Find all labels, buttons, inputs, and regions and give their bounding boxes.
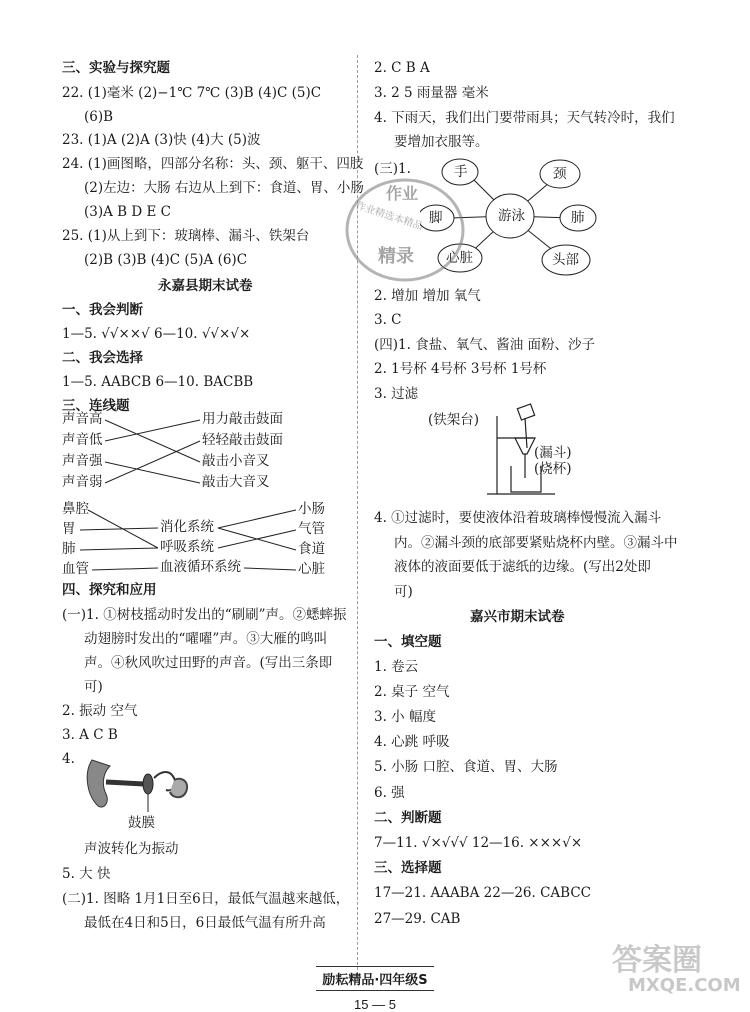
answer-p3: 3. A C B (62, 727, 118, 743)
fill-answer: 6. 强 (374, 785, 405, 801)
map-node-label: 头部 (552, 252, 579, 268)
answer-r3: 3. 2 5 雨量器 毫米 (374, 85, 489, 101)
answer-r6: 2. 增加 增加 氧气 (374, 288, 481, 304)
answer-p6: (二)1. 图略 1月1日至6日，最低气温越来越低， (62, 891, 350, 907)
fill-answer: 1. 卷云 (374, 659, 419, 675)
watermark-url: MXQE.COM (628, 975, 741, 996)
match-line (105, 441, 200, 483)
funnel-label: (漏斗) (534, 445, 572, 461)
answer-p1-3: 声。④秋风吹过田野的声音。(写出三条即 (84, 655, 333, 671)
answer-q22-cont: (6)B (84, 109, 114, 125)
match-line (92, 568, 158, 570)
match-line (80, 528, 158, 530)
section-heading-matching: 三、连线题 (62, 398, 130, 414)
page-footer (290, 966, 460, 1012)
answer-p4: 4. (62, 751, 75, 767)
fill-answer: 2. 桌子 空气 (374, 684, 450, 700)
fill-answer: 3. 小 幅度 (374, 709, 436, 725)
match-left-item: 声音低 (62, 432, 103, 448)
answer-q23: 23. (1)A (2)A (3)快 (4)大 (5)波 (62, 132, 261, 148)
answer-r2: 2. C B A (374, 60, 430, 76)
match-right-item: 敲击小音叉 (202, 453, 270, 469)
map-node-label: 手 (454, 164, 468, 180)
section-heading-choice-jx: 三、选择题 (374, 860, 442, 876)
answer-p6-2: 最低在4日和5日，6日最低气温有所升高 (84, 915, 326, 931)
system-item: 呼吸系统 (160, 539, 214, 555)
answer-p5: 5. 大 快 (62, 866, 111, 882)
answer-q25-2: (2)B (3)B (4)C (5)A (6)C (84, 252, 248, 268)
answer-q25: 25. (1)从上到下：玻璃棒、漏斗、铁架台 (62, 228, 310, 244)
choice-answers-jx-2: 27—29. CAB (374, 911, 461, 927)
organ-right-item: 心脏 (298, 561, 325, 577)
section-heading-apply: 四、探究和应用 (62, 582, 157, 598)
section-heading-judge-jx: 二、判断题 (374, 810, 442, 826)
answer-r8: (四)1. 食盐、氧气、酱油 面粉、沙子 (374, 337, 595, 353)
answer-q24: 24. (1)画图略，四部分名称：头、颈、躯干、四肢 (62, 156, 364, 172)
judge-answers: 1—5. √√××√ 6—10. √√×√× (62, 326, 251, 342)
organ-left-item: 血管 (62, 561, 89, 577)
section-heading-fill: 一、填空题 (374, 634, 442, 650)
answer-r11-2: 内。②漏斗颈的底部要紧贴烧杯内壁。③漏斗中 (394, 535, 678, 551)
answer-r4: 4. 下雨天，我们出门要带雨具；天气转冷时，我们 (374, 110, 675, 126)
stamp-text: 作业精选本精品 (354, 200, 425, 233)
answer-p1-4: 可) (84, 679, 103, 695)
page-number: 15 — 5 (354, 997, 396, 1012)
match-line (80, 548, 158, 550)
watermark-text: 答案圈 (612, 943, 702, 978)
beaker-label: (烧杯) (534, 461, 572, 477)
organ-right-item: 食道 (298, 541, 325, 557)
fill-answer: 5. 小肠 口腔、食道、胃、大肠 (374, 759, 558, 775)
answer-q24-3: (3)A B D E C (84, 204, 171, 220)
exam-title-yongjia: 永嘉县期末试卷 (158, 278, 253, 294)
match-line (218, 510, 296, 528)
exam-title-jiaxing: 嘉兴市期末试卷 (470, 609, 565, 625)
match-right-item: 用力敲击鼓面 (202, 411, 283, 427)
section-heading-experiment: 三、实验与探究题 (62, 60, 170, 76)
answer-r11-3: 液体的液面要低于滤纸的边缘。(写出2处即 (394, 559, 651, 575)
answer-r9: 2. 1号杯 4号杯 3号杯 1号杯 (374, 361, 547, 377)
answer-r4-2: 要增加衣服等。 (394, 134, 489, 150)
answer-p2: 2. 振动 空气 (62, 703, 138, 719)
map-center-label: 游泳 (498, 208, 525, 224)
match-right-item: 轻轻敲击鼓面 (202, 432, 283, 448)
section-heading-judge: 一、我会判断 (62, 302, 143, 318)
map-node-label: 颈 (553, 166, 567, 182)
match-left-item: 声音弱 (62, 474, 103, 490)
match-line (244, 568, 296, 570)
map-node-label: 心脏 (446, 250, 473, 266)
match-line (218, 530, 296, 548)
match-line (105, 462, 200, 483)
answer-r11-4: 可) (394, 584, 413, 600)
choice-answers-jx: 17—21. AAABA 22—26. CABCC (374, 885, 591, 901)
organ-right-item: 小肠 (298, 501, 325, 517)
organ-left-item: 胃 (62, 521, 76, 537)
eardrum-label: 鼓膜 (128, 815, 155, 831)
ear-diagram (82, 752, 194, 814)
organ-right-item: 气管 (298, 521, 325, 537)
match-left-item: 声音高 (62, 411, 103, 427)
system-item: 消化系统 (160, 519, 214, 535)
answer-p1: (一)1. ①树枝摇动时发出的“刷刷”声。②蟋蟀振 (62, 607, 347, 623)
answer-p1-2: 动翅膀时发出的“嚁嚁”声。③大雁的鸣叫 (84, 631, 328, 647)
answer-r5: (三)1. (374, 161, 411, 177)
answer-r11: 4. ①过滤时，要使液体沿着玻璃棒慢慢流入漏斗 (374, 510, 662, 526)
system-item: 血液循环系统 (160, 559, 241, 575)
answer-q22: 22. (1)毫米 (2)−1℃ 7℃ (3)B (4)C (5)C (62, 85, 322, 101)
stamp-text: 精录 (378, 246, 414, 267)
judge-answers-jx: 7—11. √×√√√ 12—16. ×××√× (374, 835, 583, 851)
stamp-text: 作业 (386, 184, 419, 203)
brand-label: 励耘精品·四年级S (316, 966, 433, 991)
homework-stamp (340, 172, 470, 288)
answer-r7: 3. C (374, 312, 402, 328)
organ-left-item: 鼻腔 (62, 501, 89, 517)
match-line (105, 420, 200, 462)
choice-answers: 1—5. AABCB 6—10. BACBB (62, 374, 254, 390)
match-right-item: 敲击大音叉 (202, 474, 270, 490)
organ-left-item: 肺 (62, 541, 76, 557)
stand-label: (铁架台) (428, 412, 480, 428)
answer-q24-2: (2)左边：大肠 右边从上到下：食道、胃、小肠 (84, 180, 364, 196)
section-heading-choice: 二、我会选择 (62, 350, 143, 366)
map-node-label: 肺 (571, 210, 585, 226)
answer-r10: 3. 过滤 (374, 386, 419, 402)
match-left-item: 声音强 (62, 453, 103, 469)
ear-caption: 声波转化为振动 (84, 841, 179, 857)
map-node-label: 脚 (429, 210, 443, 226)
match-line (105, 420, 200, 441)
fill-answer: 4. 心跳 呼吸 (374, 734, 450, 750)
